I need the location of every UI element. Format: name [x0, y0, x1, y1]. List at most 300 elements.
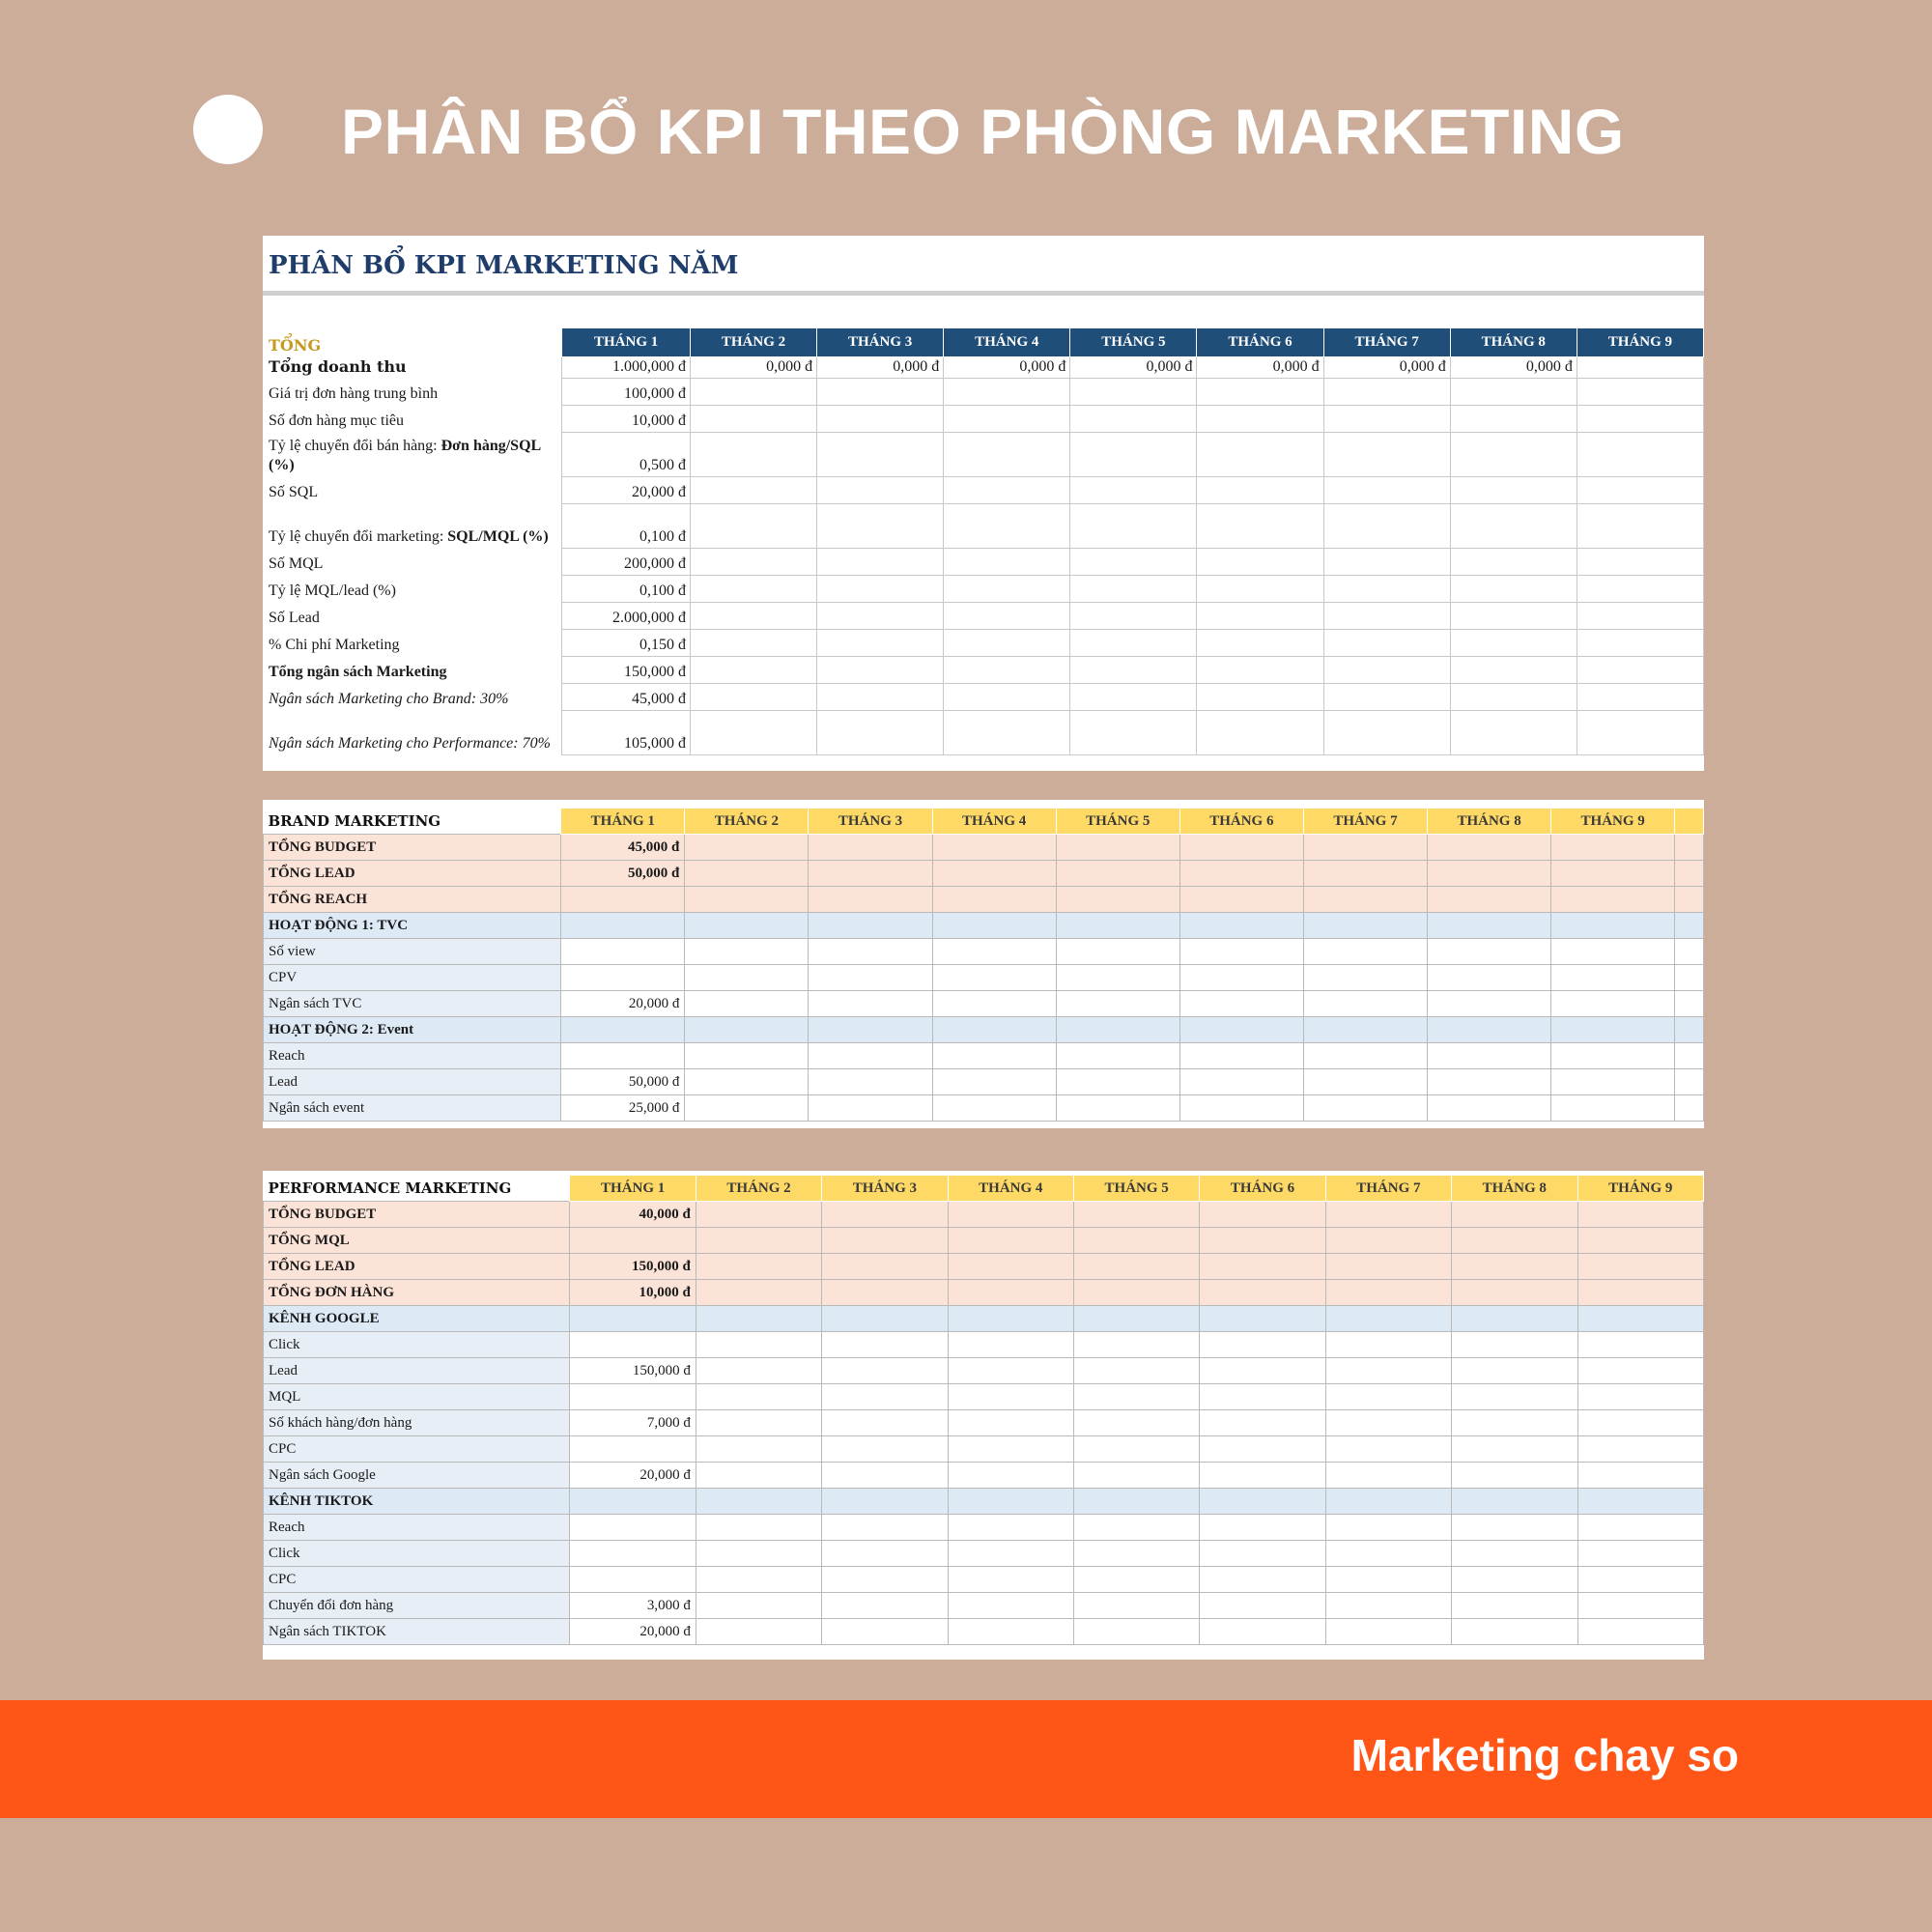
row-value: 150,000 đ: [570, 1358, 696, 1384]
row-label: Reach: [264, 1043, 561, 1069]
empty-cell: [1070, 576, 1197, 603]
row-label: Lead: [264, 1358, 570, 1384]
empty-cell: [1074, 1463, 1200, 1489]
row-label: Reach: [264, 1515, 570, 1541]
row-value: 3,000 đ: [570, 1593, 696, 1619]
empty-cell: [1450, 549, 1577, 576]
empty-cell: [944, 657, 1070, 684]
empty-cell: [1452, 1228, 1577, 1254]
empty-cell: [1200, 1619, 1325, 1645]
empty-cell: [1325, 1489, 1451, 1515]
empty-cell: [1551, 939, 1675, 965]
row-label: CPV: [264, 965, 561, 991]
empty-cell: [1577, 1384, 1704, 1410]
row-label: TỔNG BUDGET: [264, 835, 561, 861]
revenue-value: 0,000 đ: [690, 357, 816, 379]
performance-marketing-title: PERFORMANCE MARKETING: [268, 1179, 512, 1197]
row-value: [561, 1017, 685, 1043]
empty-cell: [1074, 1254, 1200, 1280]
empty-cell: [1577, 1489, 1704, 1515]
empty-cell: [1428, 861, 1551, 887]
empty-cell: [1577, 1358, 1704, 1384]
empty-cell: [822, 1332, 948, 1358]
empty-cell: [1428, 1043, 1551, 1069]
empty-cell: [1056, 835, 1179, 861]
empty-cell: [1070, 711, 1197, 755]
empty-cell: [1452, 1358, 1577, 1384]
empty-cell: [932, 1069, 1056, 1095]
empty-cell: [932, 887, 1056, 913]
empty-cell: [948, 1358, 1073, 1384]
month-header: THÁNG 2: [696, 1176, 821, 1202]
empty-cell: [690, 406, 816, 433]
empty-cell: [1577, 1541, 1704, 1567]
empty-cell: [696, 1489, 821, 1515]
kpi-summary-sheet: [263, 236, 1704, 771]
empty-cell: [1450, 477, 1577, 504]
empty-cell: [809, 1095, 932, 1122]
month-header: THÁNG 9: [1551, 809, 1675, 835]
empty-cell: [1325, 1254, 1451, 1280]
empty-cell: [1577, 1436, 1704, 1463]
empty-cell: [1200, 1358, 1325, 1384]
table-row: [264, 1619, 1704, 1645]
empty-cell: [1200, 1567, 1325, 1593]
empty-cell: [1325, 1280, 1451, 1306]
row-value: [570, 1541, 696, 1567]
empty-cell: [822, 1515, 948, 1541]
empty-cell: [1450, 711, 1577, 755]
empty-cell: [1450, 379, 1577, 406]
empty-cell: [817, 549, 944, 576]
empty-cell: [1303, 861, 1427, 887]
row-value: [561, 913, 685, 939]
empty-cell: [948, 1541, 1073, 1567]
empty-cell: [1197, 711, 1323, 755]
row-label: TỔNG LEAD: [264, 1254, 570, 1280]
row-label-text: Tổng ngân sách Marketing: [269, 663, 447, 680]
empty-cell: [690, 549, 816, 576]
empty-cell: [1056, 913, 1179, 939]
row-label: Ngân sách Google: [264, 1463, 570, 1489]
empty-cell: [690, 379, 816, 406]
empty-cell: [1056, 887, 1179, 913]
empty-cell: [1577, 549, 1703, 576]
empty-cell: [1428, 887, 1551, 913]
empty-cell: [948, 1306, 1073, 1332]
empty-cell: [1323, 684, 1450, 711]
table-row: [263, 603, 1704, 630]
empty-cell: [1074, 1228, 1200, 1254]
empty-cell: [1450, 504, 1577, 549]
empty-cell: [1074, 1515, 1200, 1541]
month-header: THÁNG 3: [817, 328, 944, 357]
empty-cell: [932, 1043, 1056, 1069]
empty-cell: [1551, 1017, 1675, 1043]
row-value: [570, 1332, 696, 1358]
row-label: TỔNG REACH: [264, 887, 561, 913]
row-label: [263, 603, 562, 630]
empty-cell: [944, 711, 1070, 755]
row-value: 20,000 đ: [561, 991, 685, 1017]
empty-cell: [1197, 603, 1323, 630]
empty-cell: [1303, 939, 1427, 965]
empty-cell: [690, 603, 816, 630]
empty-cell: [948, 1384, 1073, 1410]
empty-cell: [1428, 1069, 1551, 1095]
table-row: [264, 1069, 1704, 1095]
empty-cell: [1074, 1358, 1200, 1384]
performance-marketing-sheet: [263, 1171, 1704, 1660]
empty-cell: [1577, 1410, 1704, 1436]
empty-cell: [1056, 1017, 1179, 1043]
empty-cell: [1197, 433, 1323, 477]
empty-cell: [1070, 603, 1197, 630]
empty-cell: [1577, 1254, 1704, 1280]
row-value: [570, 1489, 696, 1515]
empty-cell: [944, 433, 1070, 477]
row-label: MQL: [264, 1384, 570, 1410]
empty-cell: [690, 504, 816, 549]
table-row: [264, 965, 1704, 991]
empty-cell: [1323, 630, 1450, 657]
row-value: [570, 1567, 696, 1593]
empty-cell: [1179, 861, 1303, 887]
empty-cell: [1452, 1202, 1577, 1228]
empty-cell: [1551, 1095, 1675, 1122]
empty-cell: [817, 630, 944, 657]
revenue-value: 0,000 đ: [1197, 357, 1323, 379]
month-header: THÁNG 5: [1056, 809, 1179, 835]
row-label: Ngân sách TIKTOK: [264, 1619, 570, 1645]
row-value: 50,000 đ: [561, 1069, 685, 1095]
empty-cell: [1675, 965, 1704, 991]
empty-cell: [948, 1332, 1073, 1358]
empty-cell: [1070, 504, 1197, 549]
empty-cell: [685, 1043, 809, 1069]
empty-cell: [1452, 1254, 1577, 1280]
table-row: [263, 684, 1704, 711]
month-header: THÁNG 9: [1577, 328, 1703, 357]
month-header: THÁNG 6: [1179, 809, 1303, 835]
empty-cell: [685, 1095, 809, 1122]
empty-cell: [1551, 887, 1675, 913]
empty-cell: [932, 835, 1056, 861]
empty-cell: [948, 1567, 1073, 1593]
empty-cell: [817, 657, 944, 684]
empty-cell: [1200, 1280, 1325, 1306]
empty-cell: [809, 965, 932, 991]
empty-cell: [1074, 1593, 1200, 1619]
empty-cell: [690, 657, 816, 684]
row-value: 105,000 đ: [562, 711, 691, 755]
row-label: KÊNH GOOGLE: [264, 1306, 570, 1332]
empty-cell: [685, 939, 809, 965]
table-row: [264, 1384, 1704, 1410]
table-row: [264, 1593, 1704, 1619]
row-label: [263, 684, 562, 711]
empty-cell: [696, 1280, 821, 1306]
row-value: 0,100 đ: [562, 504, 691, 549]
empty-cell: [1452, 1280, 1577, 1306]
empty-cell: [944, 603, 1070, 630]
empty-cell: [1074, 1436, 1200, 1463]
empty-cell: [1577, 630, 1703, 657]
empty-cell: [1323, 549, 1450, 576]
empty-cell: [944, 549, 1070, 576]
empty-cell: [1450, 630, 1577, 657]
empty-cell: [1197, 477, 1323, 504]
empty-cell: [1428, 991, 1551, 1017]
row-label-text: Số SQL: [269, 483, 319, 500]
empty-cell: [1452, 1463, 1577, 1489]
table-row: [264, 1280, 1704, 1306]
empty-cell: [822, 1254, 948, 1280]
empty-cell: [1325, 1306, 1451, 1332]
empty-cell: [809, 835, 932, 861]
empty-cell: [690, 433, 816, 477]
empty-cell: [1675, 887, 1704, 913]
empty-cell: [696, 1332, 821, 1358]
empty-cell: [1197, 504, 1323, 549]
row-value: 45,000 đ: [561, 835, 685, 861]
empty-cell: [1074, 1306, 1200, 1332]
empty-cell: [1197, 630, 1323, 657]
empty-cell: [822, 1436, 948, 1463]
empty-cell: [817, 684, 944, 711]
empty-cell: [1428, 939, 1551, 965]
empty-cell: [1323, 433, 1450, 477]
empty-cell: [696, 1567, 821, 1593]
empty-cell: [948, 1280, 1073, 1306]
empty-cell: [1577, 1463, 1704, 1489]
empty-cell: [1074, 1410, 1200, 1436]
empty-cell: [822, 1541, 948, 1567]
empty-cell: [1577, 379, 1703, 406]
empty-cell: [822, 1202, 948, 1228]
empty-cell: [1179, 965, 1303, 991]
row-label: [263, 433, 562, 477]
empty-cell: [696, 1306, 821, 1332]
empty-cell: [1303, 887, 1427, 913]
row-value: 200,000 đ: [562, 549, 691, 576]
row-label: [263, 504, 562, 549]
empty-cell: [1074, 1541, 1200, 1567]
revenue-value: 0,000 đ: [1323, 357, 1450, 379]
empty-cell: [1200, 1202, 1325, 1228]
empty-cell: [1577, 406, 1703, 433]
empty-cell: [932, 1017, 1056, 1043]
table-row: [264, 835, 1704, 861]
empty-cell: [696, 1228, 821, 1254]
empty-cell: [822, 1489, 948, 1515]
empty-cell: [809, 991, 932, 1017]
empty-cell: [685, 887, 809, 913]
empty-cell: [1551, 1043, 1675, 1069]
empty-cell: [1179, 887, 1303, 913]
empty-cell: [1675, 1095, 1704, 1122]
empty-cell: [1323, 576, 1450, 603]
row-label: [263, 379, 562, 406]
empty-cell: [685, 1069, 809, 1095]
empty-cell: [1074, 1332, 1200, 1358]
row-value: 10,000 đ: [562, 406, 691, 433]
table-row: [264, 1306, 1704, 1332]
month-header: THÁNG 1: [562, 328, 691, 357]
empty-cell: [696, 1463, 821, 1489]
row-label-text: Tỷ lệ MQL/lead (%): [269, 582, 396, 599]
row-value: 150,000 đ: [570, 1254, 696, 1280]
row-label: Chuyển đổi đơn hàng: [264, 1593, 570, 1619]
empty-cell: [1303, 1069, 1427, 1095]
empty-cell: [1551, 861, 1675, 887]
table-row: [263, 549, 1704, 576]
empty-cell: [1577, 433, 1703, 477]
empty-cell: [932, 965, 1056, 991]
row-label-text: Số Lead: [269, 609, 320, 626]
table-row: [264, 1515, 1704, 1541]
brand-marketing-title: BRAND MARKETING: [268, 811, 441, 830]
month-header: THÁNG 6: [1200, 1176, 1325, 1202]
row-value: [561, 965, 685, 991]
empty-cell: [1675, 1043, 1704, 1069]
empty-cell: [948, 1254, 1073, 1280]
row-label-text: Giá trị đơn hàng trung bình: [269, 384, 439, 402]
month-header: THÁNG 8: [1428, 809, 1551, 835]
empty-cell: [1303, 1095, 1427, 1122]
brand-name: Marketing chay so: [1350, 1730, 1739, 1780]
empty-cell: [1303, 991, 1427, 1017]
empty-cell: [696, 1202, 821, 1228]
empty-cell: [1323, 711, 1450, 755]
empty-cell: [944, 379, 1070, 406]
empty-cell: [817, 504, 944, 549]
empty-cell: [1200, 1306, 1325, 1332]
empty-cell: [685, 991, 809, 1017]
row-value: 20,000 đ: [570, 1619, 696, 1645]
empty-cell: [690, 711, 816, 755]
empty-cell: [948, 1593, 1073, 1619]
row-value: 0,500 đ: [562, 433, 691, 477]
revenue-label: Tổng doanh thu: [269, 356, 407, 376]
row-value: 0,100 đ: [562, 576, 691, 603]
empty-cell: [1179, 913, 1303, 939]
empty-cell: [1179, 939, 1303, 965]
row-value: 50,000 đ: [561, 861, 685, 887]
empty-cell: [696, 1515, 821, 1541]
empty-cell: [1551, 991, 1675, 1017]
row-label-text: Số đơn hàng mục tiêu: [269, 412, 404, 429]
table-row: [263, 576, 1704, 603]
empty-cell: [1675, 861, 1704, 887]
kpi-sheet-title: PHÂN BỔ KPI MARKETING NĂM: [263, 236, 1704, 296]
table-row: [263, 504, 1704, 549]
empty-cell: [944, 406, 1070, 433]
row-value: 20,000 đ: [570, 1463, 696, 1489]
row-value: 45,000 đ: [562, 684, 691, 711]
empty-cell: [948, 1619, 1073, 1645]
revenue-value: [1577, 357, 1703, 379]
empty-cell: [1074, 1567, 1200, 1593]
empty-cell: [1325, 1384, 1451, 1410]
empty-cell: [1452, 1332, 1577, 1358]
empty-cell: [696, 1254, 821, 1280]
revenue-value: 0,000 đ: [817, 357, 944, 379]
total-section-label: TỔNG: [269, 335, 322, 355]
empty-cell: [1450, 684, 1577, 711]
empty-cell: [1452, 1515, 1577, 1541]
empty-cell: [1428, 1017, 1551, 1043]
empty-cell: [685, 1017, 809, 1043]
table-row: [264, 1489, 1704, 1515]
empty-cell: [1056, 1095, 1179, 1122]
empty-cell: [948, 1489, 1073, 1515]
row-label-bold: SQL/MQL (%): [447, 527, 549, 545]
empty-cell: [822, 1280, 948, 1306]
empty-cell: [948, 1436, 1073, 1463]
empty-cell: [817, 433, 944, 477]
empty-cell: [1200, 1593, 1325, 1619]
empty-cell: [1074, 1280, 1200, 1306]
empty-cell: [696, 1619, 821, 1645]
empty-cell: [817, 379, 944, 406]
empty-cell: [1551, 835, 1675, 861]
empty-cell: [1197, 657, 1323, 684]
empty-cell: [932, 939, 1056, 965]
table-row: [264, 1410, 1704, 1436]
row-label: CPC: [264, 1567, 570, 1593]
empty-cell: [1577, 1593, 1704, 1619]
row-label: TỔNG MQL: [264, 1228, 570, 1254]
brand-marketing-table: [263, 808, 1704, 1122]
revenue-value: 0,000 đ: [944, 357, 1070, 379]
empty-cell: [1551, 913, 1675, 939]
table-row: [263, 630, 1704, 657]
empty-cell: [685, 913, 809, 939]
empty-cell: [1452, 1384, 1577, 1410]
table-row: [264, 1095, 1704, 1122]
empty-cell: [1450, 657, 1577, 684]
empty-cell: [1323, 603, 1450, 630]
empty-cell: [1200, 1254, 1325, 1280]
empty-cell: [1200, 1410, 1325, 1436]
row-label-text: Tỷ lệ chuyển đổi marketing:: [269, 527, 448, 545]
row-label: TỔNG BUDGET: [264, 1202, 570, 1228]
table-row: [264, 1043, 1704, 1069]
empty-cell: [1325, 1567, 1451, 1593]
empty-cell: [1074, 1619, 1200, 1645]
empty-cell: [696, 1541, 821, 1567]
empty-cell: [944, 504, 1070, 549]
empty-cell: [1577, 1280, 1704, 1306]
month-header: THÁNG 6: [1197, 328, 1323, 357]
empty-cell: [944, 576, 1070, 603]
empty-cell: [1200, 1436, 1325, 1463]
empty-cell: [1325, 1228, 1451, 1254]
revenue-value: 0,000 đ: [1070, 357, 1197, 379]
empty-cell: [696, 1436, 821, 1463]
empty-cell: [932, 991, 1056, 1017]
empty-cell: [1675, 835, 1704, 861]
row-value: [561, 939, 685, 965]
empty-cell: [1197, 549, 1323, 576]
empty-cell: [809, 939, 932, 965]
empty-cell: [809, 887, 932, 913]
empty-cell: [1577, 1515, 1704, 1541]
empty-cell: [1179, 1017, 1303, 1043]
row-label-text: Ngân sách Marketing cho Brand: 30%: [269, 690, 509, 707]
row-value: [570, 1384, 696, 1410]
